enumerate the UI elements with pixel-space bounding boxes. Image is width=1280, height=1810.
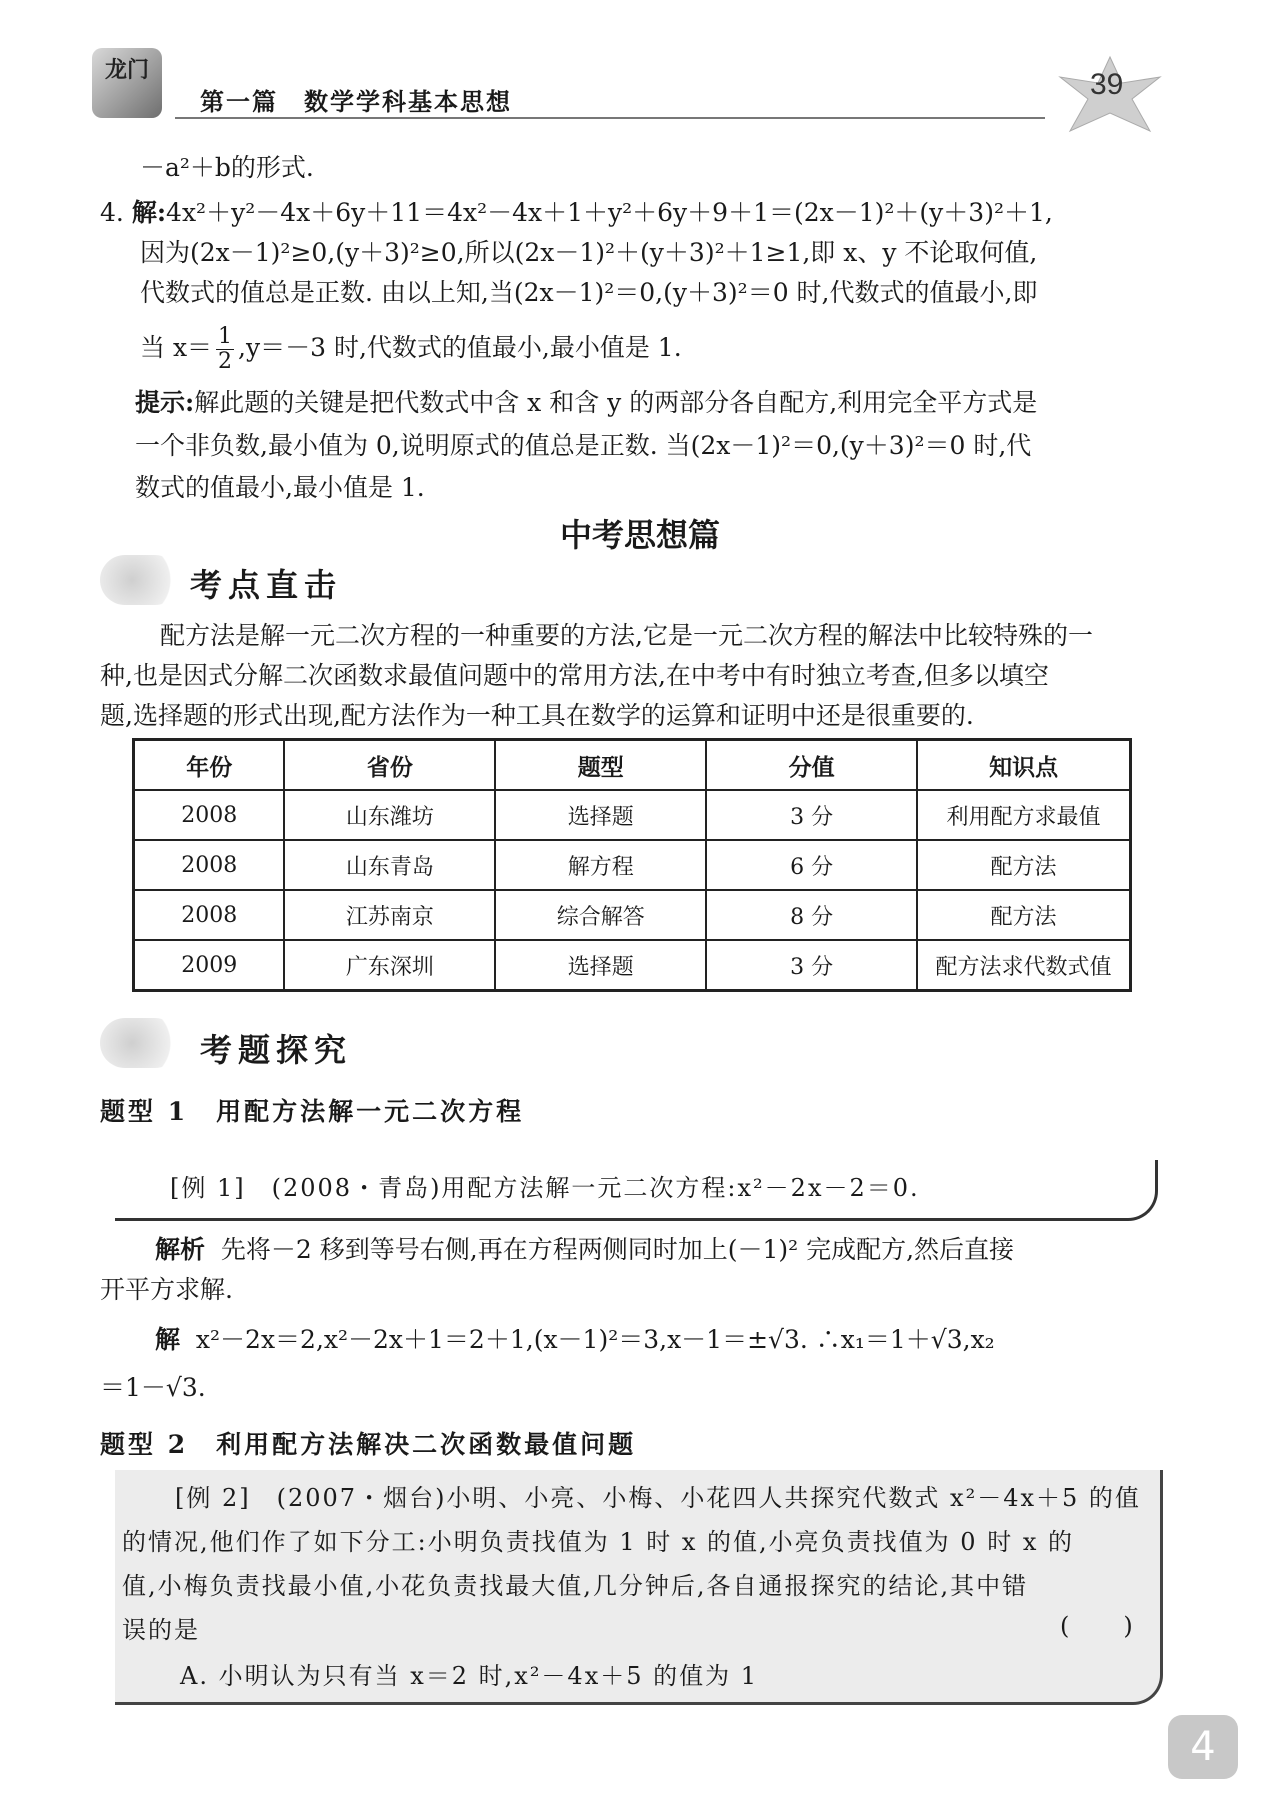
solution-line bbox=[100, 195, 1053, 231]
solution-line: 因为(2x－1)²≥0,(y＋3)²≥0,所以(2x－1)²＋(y＋3)²＋1≥1,即 x、y 不论取何值, bbox=[140, 238, 1038, 267]
text-line: －a²＋b的形式. bbox=[140, 153, 314, 182]
section-title: 中考思想篇 bbox=[559, 516, 720, 554]
table-cell: 配方法求代数式值 bbox=[917, 940, 1130, 991]
solution-line bbox=[155, 1322, 995, 1358]
table-cell: 8 分 bbox=[706, 890, 917, 940]
table-header: 知识点 bbox=[917, 740, 1130, 791]
solution-label: 解: bbox=[131, 198, 167, 227]
solution-text: ,y＝－3 时,代数式的值最小,最小值是 1. bbox=[238, 333, 682, 362]
analysis-line: 开平方求解. bbox=[100, 1275, 233, 1304]
table-cell: 3 分 bbox=[706, 940, 917, 991]
answer-blank: ( ) bbox=[1060, 1612, 1135, 1640]
table-header: 题型 bbox=[495, 740, 706, 791]
question-type-heading: 题型 2 利用配方法解决二次函数最值问题 bbox=[100, 1430, 637, 1459]
table-row bbox=[134, 890, 1131, 940]
solution-text: x²－2x＝2,x²－2x＋1＝2＋1,(x－1)²＝3,x－1＝±√3. ∴x₁＝1＋√3,x₂ bbox=[195, 1325, 995, 1354]
exam-table bbox=[132, 738, 1132, 992]
solution-text: 4x²＋y²－4x＋6y＋11＝4x²－4x＋1＋y²＋6y＋9＋1＝(2x－1)²＋(y＋3)²＋1, bbox=[166, 198, 1053, 227]
table-cell: 山东青岛 bbox=[284, 840, 495, 890]
table-cell: 广东深圳 bbox=[284, 940, 495, 991]
example-question: 误的是 bbox=[122, 1616, 200, 1644]
option-a: A. 小明认为只有当 x＝2 时,x²－4x＋5 的值为 1 bbox=[180, 1662, 759, 1690]
page-number: 39 bbox=[1090, 68, 1124, 101]
solution-line: 代数式的值总是正数. 由以上知,当(2x－1)²＝0,(y＋3)²＝0 时,代数式的值最小,即 bbox=[140, 278, 1038, 307]
solution-line: ＝1－√3. bbox=[100, 1373, 206, 1402]
table-row bbox=[134, 940, 1131, 991]
book-logo: 龙门 bbox=[92, 48, 162, 118]
table-cell: 山东潍坊 bbox=[284, 790, 495, 840]
analysis-text: 先将－2 移到等号右侧,再在方程两侧同时加上(－1)² 完成配方,然后直接 bbox=[220, 1235, 1015, 1264]
table-cell: 配方法 bbox=[917, 890, 1130, 940]
target-icon bbox=[100, 1018, 180, 1068]
table-row bbox=[134, 840, 1131, 890]
table-cell: 解方程 bbox=[495, 840, 706, 890]
table-header: 年份 bbox=[134, 740, 285, 791]
header-divider bbox=[175, 117, 1045, 119]
table-cell: 2009 bbox=[134, 940, 285, 991]
section-heading: 考点直击 bbox=[190, 566, 343, 604]
example-question: [例 1] (2008・青岛)用配方法解一元二次方程:x²－2x－2＝0. bbox=[170, 1174, 920, 1202]
table-cell: 选择题 bbox=[495, 940, 706, 991]
example-question: 值,小梅负责找最小值,小花负责找最大值,几分钟后,各自通报探究的结论,其中错 bbox=[122, 1572, 1029, 1600]
paragraph-line: 题,选择题的形式出现,配方法作为一种工具在数学的运算和证明中还是很重要的. bbox=[100, 701, 974, 730]
fraction-denominator: 2 bbox=[218, 349, 233, 374]
solution-text: 当 x＝ bbox=[140, 333, 213, 362]
fraction bbox=[216, 325, 234, 374]
hint-line: 数式的值最小,最小值是 1. bbox=[135, 473, 425, 502]
compass-icon bbox=[100, 555, 180, 605]
hint-label: 提示: bbox=[135, 388, 195, 417]
question-type-heading: 题型 1 用配方法解一元二次方程 bbox=[100, 1097, 525, 1126]
table-header: 分值 bbox=[706, 740, 917, 791]
hint-text: 解此题的关键是把代数式中含 x 和含 y 的两部分各自配方,利用完全平方式是 bbox=[194, 388, 1038, 417]
hint-line bbox=[135, 385, 1037, 421]
example-question: [例 2] (2007・烟台)小明、小亮、小梅、小花四人共探究代数式 x²－4x＋5 的值 bbox=[175, 1484, 1141, 1512]
table-cell: 6 分 bbox=[706, 840, 917, 890]
table-cell: 选择题 bbox=[495, 790, 706, 840]
analysis-label: 解析 bbox=[155, 1235, 206, 1264]
solution-line bbox=[140, 325, 682, 374]
table-row bbox=[134, 790, 1131, 840]
table-cell: 配方法 bbox=[917, 840, 1130, 890]
table-cell: 江苏南京 bbox=[284, 890, 495, 940]
table-cell: 综合解答 bbox=[495, 890, 706, 940]
solution-label: 解 bbox=[155, 1325, 181, 1354]
section-heading: 考题探究 bbox=[200, 1031, 353, 1069]
table-cell: 3 分 bbox=[706, 790, 917, 840]
paragraph-line: 配方法是解一元二次方程的一种重要的方法,它是一元二次方程的解法中比较特殊的一 bbox=[160, 621, 1093, 650]
table-cell: 利用配方求最值 bbox=[917, 790, 1130, 840]
paragraph-line: 种,也是因式分解二次函数求最值问题中的常用方法,在中考中有时独立考查,但多以填空 bbox=[100, 661, 1049, 690]
table-header: 省份 bbox=[284, 740, 495, 791]
table-cell: 2008 bbox=[134, 790, 285, 840]
hint-line: 一个非负数,最小值为 0,说明原式的值总是正数. 当(2x－1)²＝0,(y＋3)²＝0 时,代 bbox=[135, 431, 1032, 460]
table-header-row bbox=[134, 740, 1131, 791]
analysis-line bbox=[155, 1232, 1014, 1268]
chapter-header: 第一篇 数学学科基本思想 bbox=[200, 88, 512, 116]
table-cell: 2008 bbox=[134, 840, 285, 890]
table-cell: 2008 bbox=[134, 890, 285, 940]
example-question: 的情况,他们作了如下分工:小明负责找值为 1 时 x 的值,小亮负责找值为 0 时 x 的 bbox=[122, 1528, 1074, 1556]
fraction-numerator: 1 bbox=[218, 324, 233, 349]
item-number: 4. bbox=[100, 198, 124, 227]
page-badge[interactable]: 4 bbox=[1168, 1715, 1238, 1779]
